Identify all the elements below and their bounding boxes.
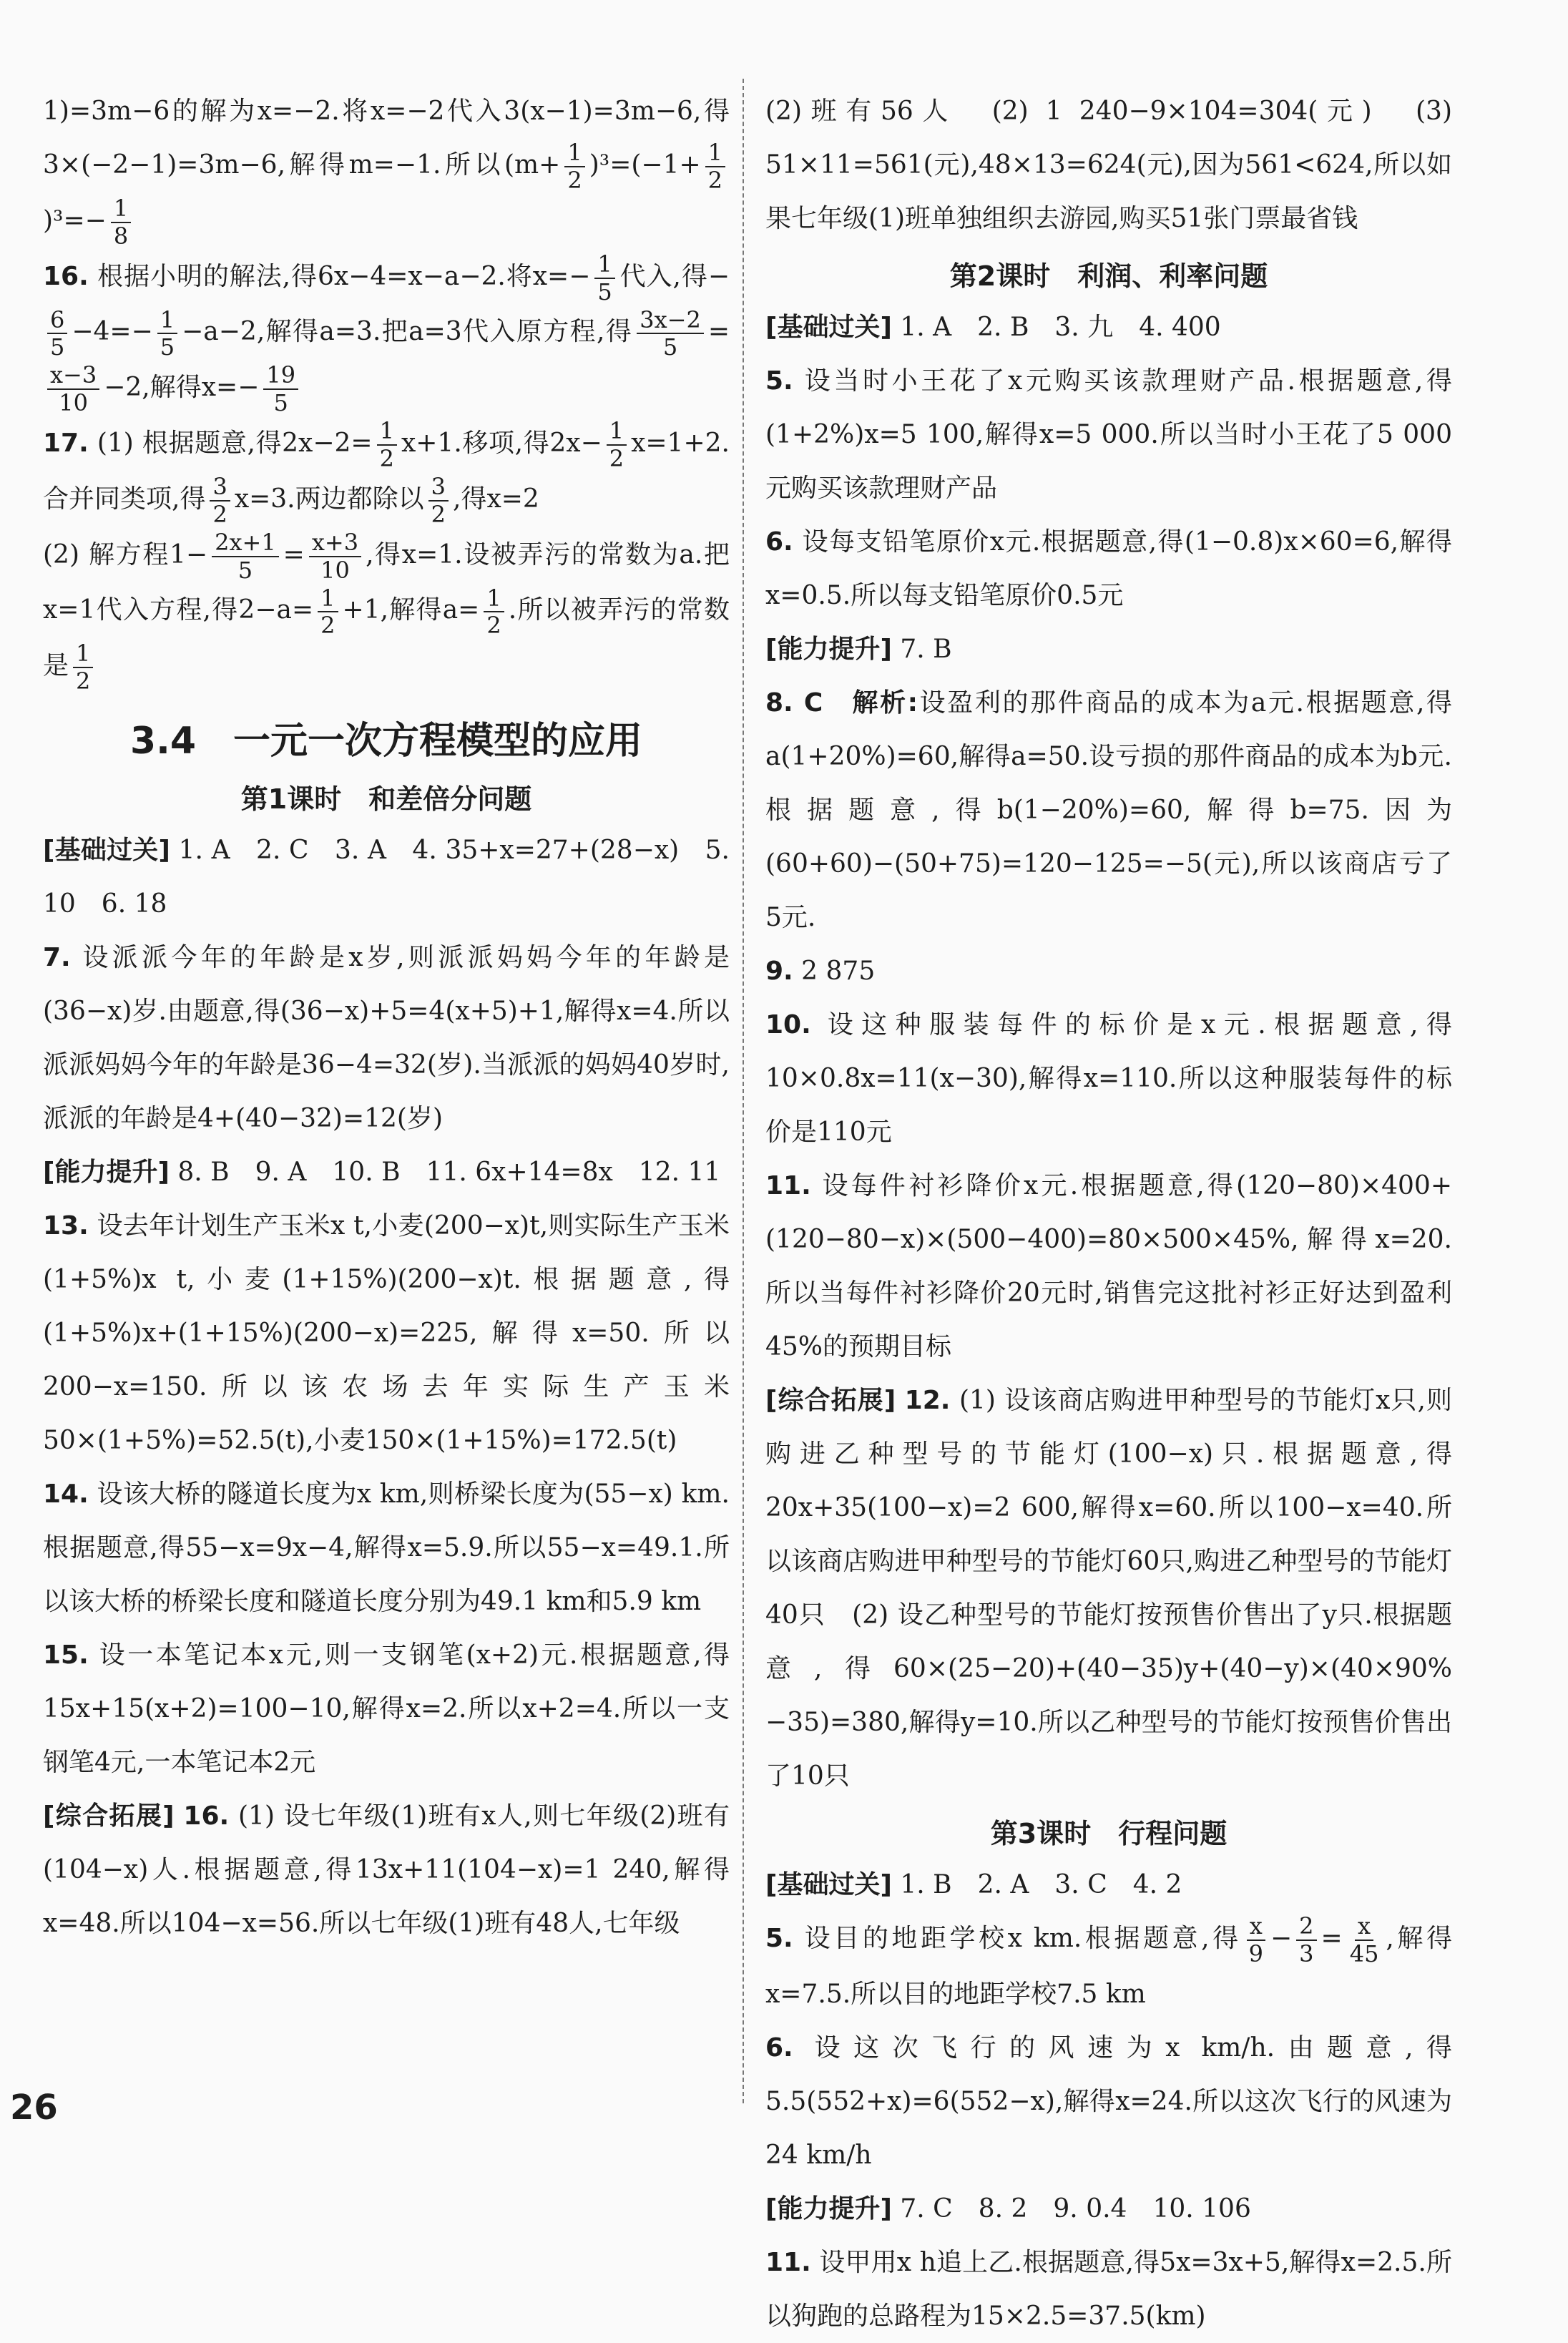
extension-answer-16: [综合拓展] 16. (1) 设七年级(1)班有x人,则七年级(2)班有(104−x)人.根据题意,得13x+11(104−x)=1 240,解得x=48.所以104−x=56.所以七年级(1)班有48人,七年级 (43, 1801, 730, 1938)
answer-13: 13. 设去年计划生产玉米x t,小麦(200−x)t,则实际生产玉米(1+5%)x t,小麦(1+15%)(200−x)t.根据题意,得(1+5%)x+(1+15%)(200−x)=225,解得x=50.所以200−x=150.所以该农场去年实际生产玉米50×(1+5%)=52.5(t),小麦150×(1+15%)=172.5(t) (43, 1210, 730, 1455)
basic-answers-2: [基础过关] 1. A 2. B 3. 九 4. 400 (765, 313, 1221, 342)
right-column (765, 84, 1452, 2343)
lesson-2-title: 第2课时 利润、利率问题 (949, 260, 1268, 292)
lesson-3-title: 第3课时 行程问题 (990, 1818, 1228, 1849)
answer-17-part1: 17. (1) 根据题意,得2x−2= $\frac{1}{2}$ x+1.移项,得2x− $\frac{1}{2}$ x=1+2.合并同类项,得 $\frac{3}{2}$ x=3.两边都除以 $\frac{3}{2}$ ,得x=2 (43, 417, 730, 528)
answer-15: 15. 设一本笔记本x元,则一支钢笔(x+2)元.根据题意,得15x+15(x+2)=100−10,解得x=2.所以x+2=4.所以一支钢笔4元,一本笔记本2元 (43, 1640, 730, 1777)
answer-16: 16. 根据小明的解法,得6x−4=x−a−2.将x=− $\frac{1}{5}$ 代入,得− $\frac{6}{5}$ −4=− $\frac{1}{5}$ −a−2,解得a=3.把a=3代入原方程,得 $\frac{3x-2}{5}$ = $\frac{x-3}{10}$ −2,解得x=− $\frac{19}{5}$ (43, 250, 730, 417)
answer-11: 11. 设每件衬衫降价x元.根据题意,得(120−80)×400+(120−80−x)×(500−400)=80×500×45%,解得x=20.所以当每件衬衫降价20元时,销售完这批衬衫正好达到盈利45%的预期目标 (765, 1171, 1452, 1361)
answer-15-continued: 1)=3m−6的解为x=−2.将x=−2代入3(x−1)=3m−6,得3×(−2−1)=3m−6,解得m=−1.所以(m+ $\frac{1}{2}$ )³=(−1+ $\frac{1}{2}$ )³=− $\frac{1}{8}$ (43, 97, 730, 250)
answer-14: 14. 设该大桥的隧道长度为x km,则桥梁长度为(55−x) km.根据题意,得55−x=9x−4,解得x=5.9.所以55−x=49.1.所以该大桥的桥梁长度和隧道长度分别为49.1 km和5.9 km (43, 1479, 730, 1616)
left-column (43, 84, 730, 1950)
basic-answers-1: [基础过关] 1. A 2. C 3. A 4. 35+x=27+(28−x) 5. 10 6. 18 (43, 835, 730, 919)
section-title: 3.4 一元一次方程模型的应用 (129, 719, 643, 763)
page-number: 26 (10, 2088, 58, 2128)
answer-17-part2: (2) 解方程1− $\frac{2x+1}{5}$ = $\frac{x+3}{10}$ ,得x=1.设被弄污的常数为a.把x=1代入方程,得2−a= $\frac{1}{2}$ +1,解得a= $\frac{1}{2}$ .所以被弄污的常数是 $\frac{1}{2}$ (43, 528, 730, 695)
answer-5-travel: 5. 设目的地距学校x km.根据题意,得 $\frac{x}{9}$ − $\frac{2}{3}$ = $\frac{x}{45}$ ,解得x=7.5.所以目的地距学校7.5 km (765, 1912, 1452, 2009)
answer-9: 9. 2 875 (765, 957, 876, 986)
ability-answers-2: [能力提升] 7. B (765, 635, 952, 664)
basic-answers-3: [基础过关] 1. B 2. A 3. C 4. 2 (765, 1870, 1182, 1899)
answer-16-continued: (2)班有56人 (2) 1 240−9×104=304(元) (3) 51×11=561(元),48×13=624(元),因为561<624,所以如果七年级(1)班单独组织去游园,购买51张门票最省钱 (765, 97, 1452, 233)
column-divider (743, 79, 744, 2103)
answer-6: 6. 设每支铅笔原价x元.根据题意,得(1−0.8)x×60=6,解得x=0.5.所以每支铅笔原价0.5元 (765, 527, 1452, 610)
answer-5: 5. 设当时小王花了x元购买该款理财产品.根据题意,得(1+2%)x=5 100,解得x=5 000.所以当时小王花了5 000元购买该款理财产品 (765, 366, 1452, 503)
extension-answer-12: [综合拓展] 12. (1) 设该商店购进甲种型号的节能灯x只,则购进乙种型号的节能灯(100−x)只.根据题意,得20x+35(100−x)=2 600,解得x=60.所以100−x=40.所以该商店购进甲种型号的节能灯60只,购进乙种型号的节能灯40只 (2) 设乙种型号的节能灯按预售价售出了y只.根据题意,得60×(25−20)+(40−35)y+(40−y)×(40×90%−35)=380,解得y=10.所以乙种型号的节能灯按预售价售出了10只 (765, 1386, 1452, 1791)
ability-answers-3: [能力提升] 7. C 8. 2 9. 0.4 10. 106 (765, 2193, 1251, 2224)
answer-10: 10. 设这种服装每件的标价是x元.根据题意,得10×0.8x=11(x−30),解得x=110.所以这种服装每件的标价是110元 (765, 1010, 1452, 1147)
ability-answers-1: [能力提升] 8. B 9. A 10. B 11. 6x+14=8x 12. 11 (43, 1157, 721, 1187)
answer-8: 8. C 解析:设盈利的那件商品的成本为a元.根据题意,得a(1+20%)=60,解得a=50.设亏损的那件商品的成本为b元.根据题意,得b(1−20%)=60,解得b=75.因为(60+60)−(50+75)=120−125=−5(元),所以该商店亏了5元. (765, 688, 1452, 932)
answer-11-travel: 11. 设甲用x h追上乙.根据题意,得5x=3x+5,解得x=2.5.所以狗跑的总路程为15×2.5=37.5(km) (765, 2247, 1452, 2331)
lesson-1-title: 第1课时 和差倍分问题 (240, 783, 532, 815)
answer-6-travel: 6. 设这次飞行的风速为x km/h.由题意,得5.5(552+x)=6(552−x),解得x=24.所以这次飞行的风速为24 km/h (765, 2033, 1452, 2170)
answer-7: 7. 设派派今年的年龄是x岁,则派派妈妈今年的年龄是(36−x)岁.由题意,得(36−x)+5=4(x+5)+1,解得x=4.所以派派妈妈今年的年龄是36−4=32(岁).当派派的妈妈40岁时,派派的年龄是4+(40−32)=12(岁) (43, 942, 730, 1133)
